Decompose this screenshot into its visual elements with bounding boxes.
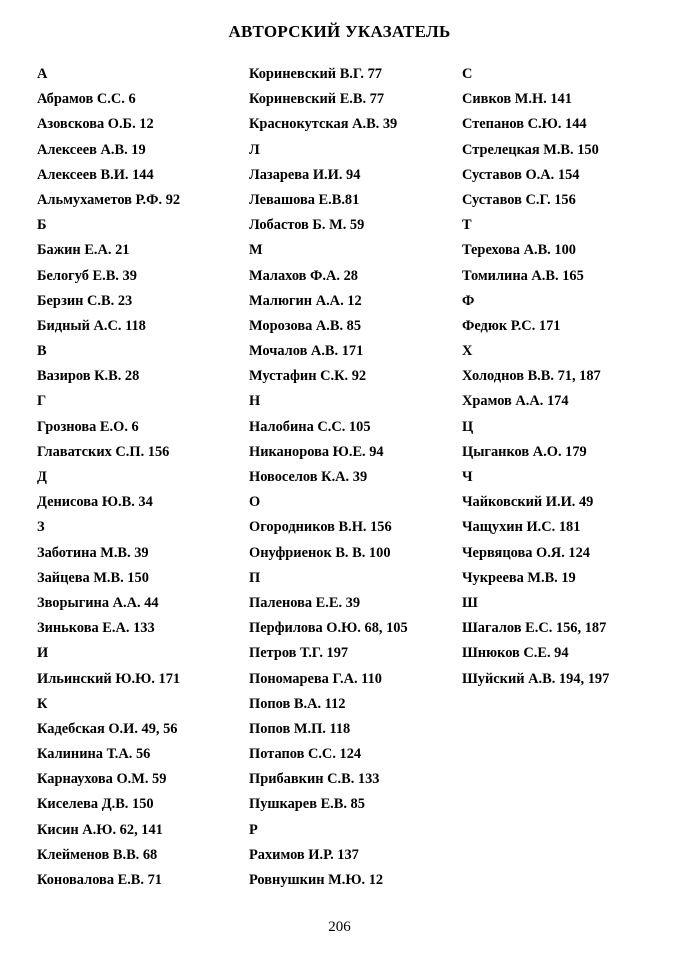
author-entry: Терехова А.В. 100 bbox=[462, 242, 576, 259]
author-entry: Азовскова О.Б. 12 bbox=[37, 116, 154, 133]
author-entry: Новоселов К.А. 39 bbox=[249, 469, 368, 485]
author-entry: Кисин А.Ю. 62, 141 bbox=[37, 821, 163, 838]
author-entry: Перфилова О.Ю. 68, 105 bbox=[249, 620, 408, 637]
author-entry: Зинькова Е.А. 133 bbox=[37, 620, 155, 637]
author-entry: Рахимов И.Р. 137 bbox=[249, 846, 359, 863]
author-entry: Кориневский Е.В. 77 bbox=[249, 91, 385, 108]
index-column-2 bbox=[249, 62, 408, 893]
letter-heading: О bbox=[249, 494, 261, 511]
author-entry: Налобина С.С. 105 bbox=[249, 418, 371, 435]
author-entry: Лобастов Б. М. 59 bbox=[249, 217, 365, 234]
letter-heading: Ц bbox=[462, 418, 474, 435]
letter-heading: Ч bbox=[462, 469, 473, 485]
letter-heading: С bbox=[462, 66, 473, 82]
author-entry: Шнюков С.Е. 94 bbox=[462, 645, 569, 662]
author-entry: Шуйский А.В. 194, 197 bbox=[462, 670, 610, 687]
author-entry: Огородников В.Н. 156 bbox=[249, 519, 392, 536]
author-entry: Ровнушкин М.Ю. 12 bbox=[249, 872, 384, 888]
letter-heading: Ф bbox=[462, 292, 475, 309]
author-entry: Алексеев А.В. 19 bbox=[37, 141, 146, 158]
author-entry: Пушкарев Е.В. 85 bbox=[249, 796, 365, 813]
letter-heading: Т bbox=[462, 217, 472, 234]
letter-heading: Ш bbox=[462, 594, 478, 611]
author-entry: Сивков М.Н. 141 bbox=[462, 91, 572, 108]
author-entry: Степанов С.Ю. 144 bbox=[462, 116, 587, 133]
author-entry: Бидный А.С. 118 bbox=[37, 317, 146, 334]
author-entry: Ильинский Ю.Ю. 171 bbox=[37, 670, 181, 687]
author-entry: Малахов Ф.А. 28 bbox=[249, 267, 358, 284]
author-entry: Берзин С.В. 23 bbox=[37, 292, 133, 309]
page-number: 206 bbox=[328, 919, 351, 935]
author-entry: Храмов А.А. 174 bbox=[462, 393, 569, 410]
author-entry: Федюк Р.С. 171 bbox=[462, 317, 561, 334]
letter-heading: Д bbox=[37, 469, 47, 485]
author-entry: Малюгин А.А. 12 bbox=[249, 292, 362, 309]
author-entry: Клейменов В.В. 68 bbox=[37, 846, 158, 863]
author-entry: Паленова Е.Е. 39 bbox=[249, 594, 361, 611]
page-title: АВТОРСКИЙ УКАЗАТЕЛЬ bbox=[228, 22, 451, 41]
author-entry: Попов В.А. 112 bbox=[249, 695, 346, 712]
author-entry: Лазарева И.И. 94 bbox=[249, 166, 361, 183]
letter-heading: И bbox=[37, 645, 49, 662]
author-entry: Цыганков А.О. 179 bbox=[462, 443, 587, 460]
author-entry: Краснокутская А.В. 39 bbox=[249, 116, 398, 133]
author-entry: Мочалов А.В. 171 bbox=[249, 343, 364, 360]
letter-heading: Н bbox=[249, 393, 261, 410]
author-entry: Чукреева М.В. 19 bbox=[462, 569, 576, 586]
author-entry: Потапов С.С. 124 bbox=[249, 746, 362, 763]
author-entry: Киселева Д.В. 150 bbox=[37, 796, 154, 813]
letter-heading: Б bbox=[37, 217, 47, 234]
author-entry: Мустафин С.К. 92 bbox=[249, 368, 367, 385]
author-entry: Денисова Ю.В. 34 bbox=[37, 494, 153, 511]
author-entry: Морозова А.В. 85 bbox=[249, 317, 362, 334]
author-entry: Карнаухова О.М. 59 bbox=[37, 771, 167, 788]
index-column-1 bbox=[37, 62, 180, 893]
author-entry: Суставов С.Г. 156 bbox=[462, 191, 576, 208]
letter-heading: Х bbox=[462, 343, 473, 360]
author-entry: Грознова Е.О. 6 bbox=[37, 418, 139, 435]
author-entry: Пономарева Г.А. 110 bbox=[249, 670, 382, 687]
author-entry: Томилина А.В. 165 bbox=[462, 267, 584, 284]
author-entry: Чащухин И.С. 181 bbox=[462, 519, 581, 536]
author-entry: Кориневский В.Г. 77 bbox=[249, 66, 383, 82]
letter-heading: З bbox=[37, 519, 45, 536]
letter-heading: Л bbox=[249, 141, 260, 158]
author-entry: Алексеев В.И. 144 bbox=[37, 166, 154, 183]
index-column-3 bbox=[462, 62, 609, 692]
author-entry: Червяцова О.Я. 124 bbox=[462, 544, 590, 561]
author-entry: Абрамов С.С. 6 bbox=[37, 91, 136, 108]
author-entry: Альмухаметов Р.Ф. 92 bbox=[37, 191, 181, 208]
letter-heading: К bbox=[37, 695, 48, 712]
letter-heading: Г bbox=[37, 393, 47, 410]
author-entry: Никанорова Ю.Е. 94 bbox=[249, 443, 384, 460]
author-entry: Заботина М.В. 39 bbox=[37, 544, 149, 561]
author-entry: Петров Т.Г. 197 bbox=[249, 645, 349, 662]
author-entry: Зайцева М.В. 150 bbox=[37, 569, 149, 586]
author-entry: Прибавкин С.В. 133 bbox=[249, 771, 380, 788]
author-entry: Коновалова Е.В. 71 bbox=[37, 872, 162, 888]
author-entry: Бажин Е.А. 21 bbox=[37, 242, 130, 259]
author-entry: Холоднов В.В. 71, 187 bbox=[462, 368, 601, 385]
author-entry: Шагалов Е.С. 156, 187 bbox=[462, 620, 607, 637]
author-entry: Вазиров К.В. 28 bbox=[37, 368, 140, 385]
author-entry: Стрелецкая М.В. 150 bbox=[462, 141, 599, 158]
author-entry: Калинина Т.А. 56 bbox=[37, 746, 151, 763]
letter-heading: В bbox=[37, 343, 47, 360]
letter-heading: А bbox=[37, 66, 48, 82]
author-entry: Белогуб Е.В. 39 bbox=[37, 267, 137, 284]
author-entry: Чайковский И.И. 49 bbox=[462, 494, 594, 511]
letter-heading: П bbox=[249, 569, 261, 586]
author-entry: Главатских С.П. 156 bbox=[37, 443, 170, 460]
author-entry: Левашова Е.В.81 bbox=[249, 191, 360, 208]
letter-heading: М bbox=[249, 242, 263, 259]
author-entry: Зворыгина А.А. 44 bbox=[37, 594, 159, 611]
author-entry: Попов М.П. 118 bbox=[249, 720, 351, 737]
author-entry: Суставов О.А. 154 bbox=[462, 166, 580, 183]
author-entry: Кадебская О.И. 49, 56 bbox=[37, 720, 178, 737]
author-entry: Онуфриенок В. В. 100 bbox=[249, 544, 391, 561]
letter-heading: Р bbox=[249, 821, 258, 838]
